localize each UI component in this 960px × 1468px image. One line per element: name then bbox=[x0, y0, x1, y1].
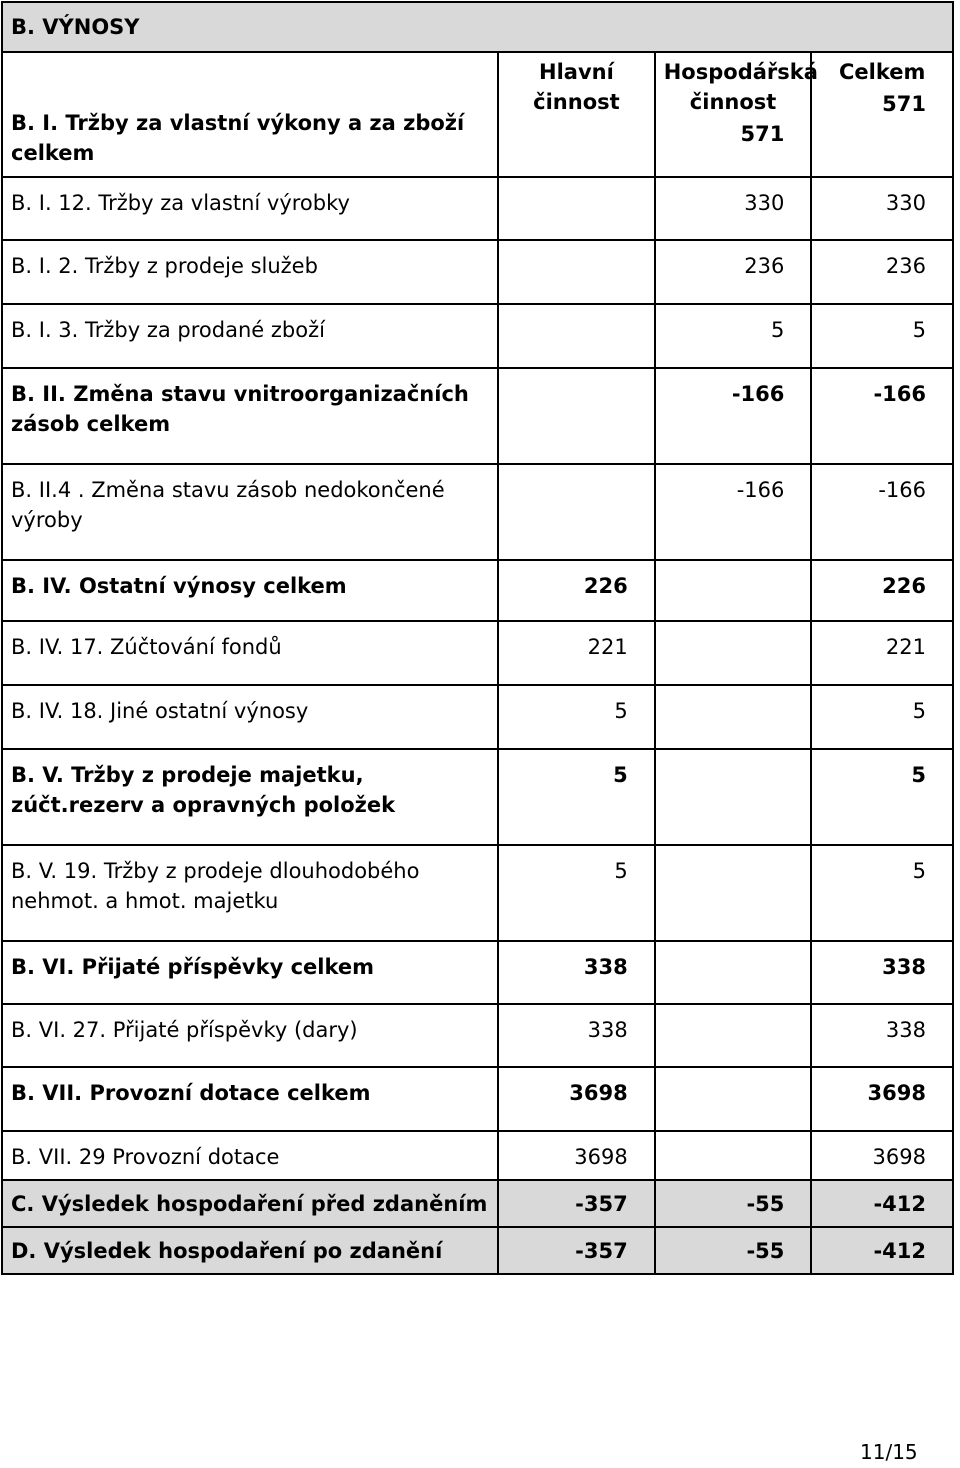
row-main-activity: 3698 bbox=[498, 1067, 655, 1131]
row-total: 221 bbox=[811, 621, 953, 685]
result-econ: -55 bbox=[655, 1227, 812, 1274]
table-row bbox=[2, 941, 953, 1004]
row-main-activity: 3698 bbox=[498, 1131, 655, 1194]
row-main-activity: 221 bbox=[498, 621, 655, 685]
row-economic-activity bbox=[655, 1004, 812, 1067]
table-row bbox=[2, 621, 953, 685]
row-economic-activity: 5 bbox=[655, 304, 812, 368]
result-total: -412 bbox=[811, 1227, 953, 1274]
column-header: Hlavní činnost bbox=[533, 60, 620, 114]
row-main-activity bbox=[498, 52, 655, 177]
row-main-activity bbox=[498, 464, 655, 560]
table-row bbox=[2, 52, 953, 177]
table-row bbox=[2, 240, 953, 304]
revenue-rows bbox=[2, 52, 953, 1194]
table-row bbox=[2, 845, 953, 941]
table-row bbox=[2, 1004, 953, 1067]
row-economic-activity bbox=[655, 749, 812, 845]
row-label: B. I. 12. Tržby za vlastní výrobky bbox=[2, 177, 498, 240]
row-label: B. VI. 27. Přijaté příspěvky (dary) bbox=[2, 1004, 498, 1067]
row-value: 571 bbox=[882, 92, 926, 116]
table-row bbox=[2, 1067, 953, 1131]
row-economic-activity bbox=[655, 52, 818, 177]
row-label: B. I. 3. Tržby za prodané zboží bbox=[2, 304, 498, 368]
row-label: B. VII. Provozní dotace celkem bbox=[2, 1067, 498, 1131]
row-main-activity: 5 bbox=[498, 685, 655, 749]
row-total: -166 bbox=[811, 368, 953, 464]
row-economic-activity bbox=[655, 1067, 812, 1131]
row-total: 338 bbox=[811, 941, 953, 1004]
row-total: 3698 bbox=[811, 1067, 953, 1131]
row-label: B. II. Změna stavu vnitroorganizačních zásob celkem bbox=[2, 368, 498, 464]
row-economic-activity: -166 bbox=[655, 368, 812, 464]
row-label-text: B. I. Tržby za vlastní výkony a za zboží celkem bbox=[11, 111, 465, 165]
row-total: 5 bbox=[811, 749, 953, 845]
row-economic-activity bbox=[655, 941, 812, 1004]
table-row bbox=[2, 464, 953, 560]
table-row bbox=[2, 560, 953, 621]
row-label: B. IV. 17. Zúčtování fondů bbox=[2, 621, 498, 685]
row-total bbox=[811, 52, 953, 177]
row-total: -166 bbox=[811, 464, 953, 560]
result-label: C. Výsledek hospodaření před zdaněním bbox=[2, 1180, 498, 1227]
section-header-row bbox=[2, 2, 953, 52]
row-label: B. IV. Ostatní výnosy celkem bbox=[2, 560, 498, 621]
row-total: 338 bbox=[811, 1004, 953, 1067]
row-economic-activity bbox=[655, 845, 812, 941]
row-economic-activity bbox=[655, 560, 812, 621]
row-main-activity bbox=[498, 177, 655, 240]
table-row bbox=[2, 304, 953, 368]
result-row bbox=[2, 1227, 953, 1274]
row-total: 236 bbox=[811, 240, 953, 304]
section-title: B. VÝNOSY bbox=[2, 2, 953, 52]
row-label: B. IV. 18. Jiné ostatní výnosy bbox=[2, 685, 498, 749]
result-row bbox=[2, 1180, 953, 1227]
column-header: Hospodářská činnost bbox=[663, 60, 818, 114]
row-total: 5 bbox=[811, 304, 953, 368]
result-label: D. Výsledek hospodaření po zdanění bbox=[2, 1227, 498, 1274]
results-table bbox=[1, 1179, 954, 1275]
row-total: 330 bbox=[811, 177, 953, 240]
row-total: 5 bbox=[811, 685, 953, 749]
table-row bbox=[2, 368, 953, 464]
row-label: B. VI. Přijaté příspěvky celkem bbox=[2, 941, 498, 1004]
table-row bbox=[2, 177, 953, 240]
row-main-activity: 5 bbox=[498, 749, 655, 845]
row-main-activity: 5 bbox=[498, 845, 655, 941]
row-label: B. II.4 . Změna stavu zásob nedokončené výroby bbox=[2, 464, 498, 560]
row-total: 5 bbox=[811, 845, 953, 941]
row-total: 3698 bbox=[811, 1131, 953, 1194]
row-label bbox=[2, 52, 498, 177]
table-row bbox=[2, 749, 953, 845]
row-total: 226 bbox=[811, 560, 953, 621]
row-main-activity: 338 bbox=[498, 1004, 655, 1067]
row-economic-activity: -166 bbox=[655, 464, 812, 560]
row-economic-activity bbox=[655, 621, 812, 685]
table-row bbox=[2, 685, 953, 749]
result-main: -357 bbox=[498, 1180, 655, 1227]
row-main-activity: 226 bbox=[498, 560, 655, 621]
row-main-activity bbox=[498, 368, 655, 464]
result-total: -412 bbox=[811, 1180, 953, 1227]
row-label: B. V. Tržby z prodeje majetku, zúčt.rezerv a opravných položek bbox=[2, 749, 498, 845]
result-econ: -55 bbox=[655, 1180, 812, 1227]
row-value: 571 bbox=[740, 122, 785, 146]
page-number: 11/15 bbox=[860, 1440, 918, 1464]
row-main-activity bbox=[498, 304, 655, 368]
result-main: -357 bbox=[498, 1227, 655, 1274]
row-label: B. V. 19. Tržby z prodeje dlouhodobého nehmot. a hmot. majetku bbox=[2, 845, 498, 941]
row-main-activity bbox=[498, 240, 655, 304]
row-economic-activity: 330 bbox=[655, 177, 812, 240]
row-main-activity: 338 bbox=[498, 941, 655, 1004]
row-label: B. VII. 29 Provozní dotace bbox=[2, 1131, 498, 1194]
column-header: Celkem bbox=[839, 60, 926, 84]
row-label: B. I. 2. Tržby z prodeje služeb bbox=[2, 240, 498, 304]
row-economic-activity: 236 bbox=[655, 240, 812, 304]
row-economic-activity bbox=[655, 685, 812, 749]
revenue-table bbox=[1, 1, 954, 1265]
